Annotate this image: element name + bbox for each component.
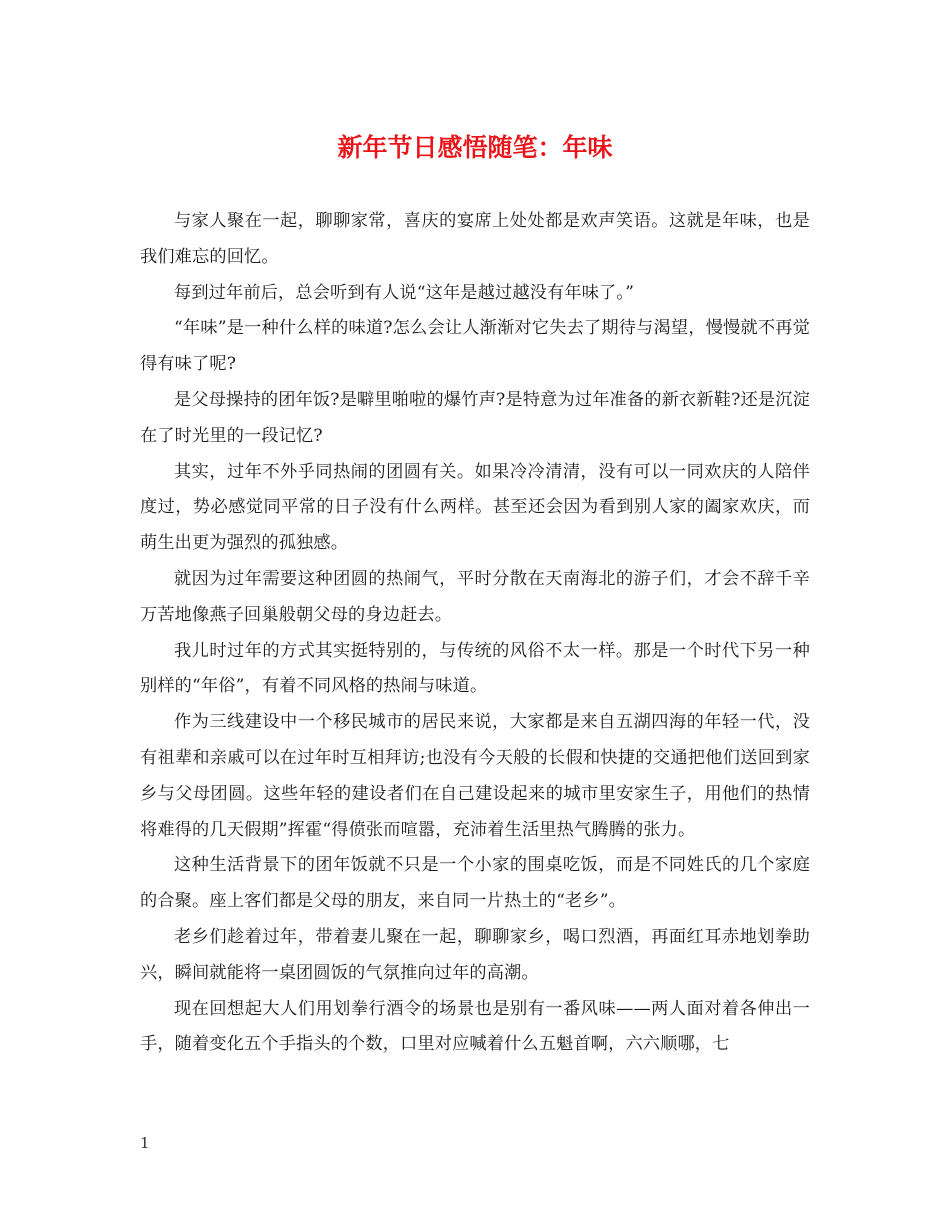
paragraph-3: “年味”是一种什么样的味道?怎么会让人渐渐对它失去了期待与渴望，慢慢就不再觉得有味了呢? [140,318,810,375]
paragraph-5: 其实，过年不外乎同热闹的团圆有关。如果冷冷清清，没有可以一同欢庆的人陪伴度过，势必感觉同平常的日子没有什么两样。甚至还会因为看到别人家的阖家欢庆，而萌生出更为强烈的孤独感。 [140,461,810,554]
paragraph-1: 与家人聚在一起，聊聊家常，喜庆的宴席上处处都是欢声笑语。这就是年味，也是我们难忘的回忆。 [140,211,810,267]
document-body [140,204,810,1063]
document-title: 新年节日感悟随笔：年味 [337,133,613,162]
paragraph-7: 我儿时过年的方式其实挺特别的，与传统的风俗不太一样。那是一个时代下另一种别样的“年俗”，有着不同风格的热闹与味道。 [140,640,810,697]
paragraph-6: 就因为过年需要这种团圆的热闹气，平时分散在天南海北的游子们，才会不辞千辛万苦地像燕子回巢般朝父母的身边赶去。 [140,568,810,625]
paragraph-8: 作为三线建设中一个移民城市的居民来说，大家都是来自五湖四海的年轻一代，没有祖辈和亲戚可以在过年时互相拜访;也没有今天般的长假和快捷的交通把他们送回到家乡与父母团圆。这些年轻的建设者们在自己建设起来的城市里安家生子，用他们的热情将难得的几天假期”挥霍“得偾张而喧嚣，充沛着生活里热气腾腾的张力。 [140,712,810,840]
paragraph-4: 是父母操持的团年饭?是噼里啪啦的爆竹声?是特意为过年准备的新衣新鞋?还是沉淀在了时光里的一段记忆? [140,389,810,446]
paragraph-2: 每到过年前后，总会听到有人说“这年是越过越没有年味了。” [174,282,635,303]
page-number: 1 [140,1134,150,1152]
paragraph-11: 现在回想起大人们用划拳行酒令的场景也是别有一番风味——两人面对着各伸出一手，随着变化五个手指头的个数，口里对应喊着什么五魁首啊，六六顺哪，七 [140,998,810,1055]
paragraph-9: 这种生活背景下的团年饭就不只是一个小家的围桌吃饭，而是不同姓氏的几个家庭的合聚。座上客们都是父母的朋友，来自同一片热土的“老乡”。 [140,855,810,912]
paragraph-10: 老乡们趁着过年，带着妻儿聚在一起，聊聊家乡，喝口烈酒，再面红耳赤地划拳助兴，瞬间就能将一桌团圆饭的气氛推向过年的高潮。 [140,926,810,983]
